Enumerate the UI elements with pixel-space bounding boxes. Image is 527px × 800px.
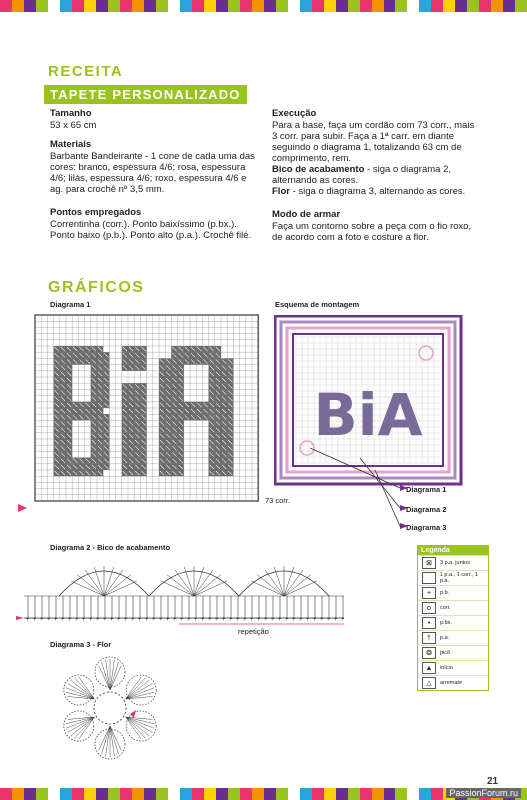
assembly-scheme-title: Esquema de montagem xyxy=(275,300,360,309)
legend-row xyxy=(418,555,488,570)
plus-mark: + xyxy=(229,617,233,623)
diagram3-title: Diagrama 3 - Flor xyxy=(50,640,112,649)
band-block xyxy=(156,0,168,12)
callout-diagram1: Diagrama 1 xyxy=(406,485,447,494)
recipe-title: TAPETE PERSONALIZADO xyxy=(44,85,247,104)
plus-mark: + xyxy=(159,617,163,623)
legend-title: Legenda xyxy=(418,546,488,555)
band-block xyxy=(24,0,36,12)
diagram1-title: Diagrama 1 xyxy=(50,300,91,309)
band-block xyxy=(228,788,240,800)
band-block xyxy=(372,0,384,12)
plus-mark: + xyxy=(103,617,107,623)
legend-label: 3 p.a. juntos xyxy=(440,560,470,566)
band-block xyxy=(252,0,264,12)
legend-row xyxy=(418,645,488,660)
petal-stitch xyxy=(126,678,146,699)
plus-mark: + xyxy=(243,617,247,623)
start-arrow-icon xyxy=(16,616,24,620)
band-block xyxy=(48,0,60,12)
petal-stitch xyxy=(74,678,94,699)
plus-mark: + xyxy=(236,617,240,623)
band-block xyxy=(120,0,132,12)
scheme-letters: BiA xyxy=(313,381,423,449)
size-value: 53 x 65 cm xyxy=(50,120,97,131)
band-block xyxy=(216,0,228,12)
legend-label: início xyxy=(440,665,453,671)
petal-stitch xyxy=(74,717,94,738)
band-block xyxy=(503,0,515,12)
band-block xyxy=(300,0,312,12)
assembly-text: Faça um contorno sobre a peça com o fio roxo, de acordo com a foto e costure a flor. xyxy=(272,221,472,243)
plus-mark: + xyxy=(264,617,268,623)
band-block xyxy=(419,0,431,12)
petal-stitch xyxy=(102,662,110,690)
callout-diagram2: Diagrama 2 xyxy=(406,505,447,514)
band-block xyxy=(384,0,396,12)
flower-text: - siga o diagrama 3, alternando as cores. xyxy=(289,186,466,197)
band-block xyxy=(336,788,348,800)
band-block xyxy=(288,788,300,800)
stitches-heading: Pontos empregados xyxy=(50,207,142,218)
left-column xyxy=(50,100,258,241)
plus-mark: + xyxy=(40,617,44,623)
band-block xyxy=(192,0,204,12)
legend-row xyxy=(418,600,488,615)
band-block xyxy=(36,0,48,12)
legend-label: p.b. xyxy=(440,590,450,596)
band-block xyxy=(372,788,384,800)
band-block xyxy=(384,788,396,800)
plus-mark: + xyxy=(257,617,261,623)
band-block xyxy=(336,0,348,12)
start-arrow-icon xyxy=(18,504,27,512)
band-block xyxy=(108,788,120,800)
legend-row xyxy=(418,675,488,690)
callout-diagram3: Diagrama 3 xyxy=(406,523,447,532)
band-block xyxy=(12,0,24,12)
band-block xyxy=(24,788,36,800)
legend-symbol-icon: ▲ xyxy=(422,662,436,674)
plus-mark: + xyxy=(54,617,58,623)
diagram1-chain-note: 73 corr. xyxy=(265,496,291,505)
band-block xyxy=(36,788,48,800)
band-block xyxy=(180,788,192,800)
plus-mark: + xyxy=(292,617,296,623)
legend-symbol-icon: o xyxy=(422,602,436,614)
band-block xyxy=(108,0,120,12)
band-block xyxy=(168,788,180,800)
legend-label: 1 p.a., 1 corr., 1 p.a. xyxy=(439,572,479,584)
site-watermark: PassionForum.ru xyxy=(446,788,521,798)
plus-mark: + xyxy=(47,617,51,623)
plus-mark: + xyxy=(26,617,30,623)
band-block xyxy=(479,0,491,12)
legend-label: p.a. xyxy=(440,635,450,641)
plus-mark: + xyxy=(208,617,212,623)
plus-mark: + xyxy=(201,617,205,623)
plus-mark: + xyxy=(194,617,198,623)
plus-mark: + xyxy=(124,617,128,623)
band-block xyxy=(180,0,192,12)
band-block xyxy=(431,788,443,800)
plus-mark: + xyxy=(33,617,37,623)
band-block xyxy=(407,0,419,12)
petal-stitch xyxy=(110,726,118,754)
legend-row xyxy=(418,630,488,645)
band-block xyxy=(348,0,360,12)
plus-mark: + xyxy=(75,617,79,623)
page-number: 21 xyxy=(487,776,499,787)
plus-mark: + xyxy=(271,617,275,623)
band-block xyxy=(312,788,324,800)
band-block xyxy=(288,0,300,12)
plus-mark: + xyxy=(341,617,345,623)
band-block xyxy=(96,788,108,800)
diagram3-flower-chart xyxy=(55,650,165,762)
edging-heading: Bico de acabamento xyxy=(272,164,365,175)
plus-mark: + xyxy=(82,617,86,623)
edging-text: - siga o diagrama 2, alternando as cores. xyxy=(272,164,451,186)
band-block xyxy=(204,788,216,800)
plus-mark: + xyxy=(222,617,226,623)
plus-mark: + xyxy=(187,617,191,623)
band-block xyxy=(0,0,12,12)
band-block xyxy=(168,0,180,12)
plus-mark: + xyxy=(131,617,135,623)
band-block xyxy=(144,0,156,12)
band-block xyxy=(204,0,216,12)
legend-symbol-icon: ❂ xyxy=(422,647,436,659)
band-block xyxy=(395,0,407,12)
diagram2-title: Diagrama 2 - Bico de acabamento xyxy=(50,543,171,552)
band-block xyxy=(240,0,252,12)
flower-heading: Flor xyxy=(272,186,290,197)
band-block xyxy=(240,788,252,800)
band-block xyxy=(395,788,407,800)
band-block xyxy=(84,788,96,800)
petal-stitch xyxy=(126,717,146,738)
assembly-heading: Modo de armar xyxy=(272,209,341,220)
band-block xyxy=(120,788,132,800)
materials-text: Barbante Bandeirante - 1 cone de cada uma das cores: branco, espessura 4/6; rosa, espessura 4/6; lilás, espessura 4/6; roxo, espessura 4/6 e ag. para crochê nº 3,5 mm. xyxy=(50,151,255,195)
callout-lines xyxy=(300,440,410,535)
plus-mark: + xyxy=(334,617,338,623)
band-block xyxy=(216,788,228,800)
band-block xyxy=(455,0,467,12)
legend-symbol-icon: † xyxy=(422,632,436,644)
plus-mark: + xyxy=(89,617,93,623)
plus-mark: + xyxy=(117,617,121,623)
charts-heading: GRÁFICOS xyxy=(48,279,145,296)
plus-mark: + xyxy=(278,617,282,623)
legend-row xyxy=(418,585,488,600)
band-block xyxy=(348,788,360,800)
band-block xyxy=(360,0,372,12)
band-block xyxy=(324,788,336,800)
plus-mark: + xyxy=(152,617,156,623)
band-block xyxy=(144,788,156,800)
band-block xyxy=(12,788,24,800)
legend-symbol-icon: + xyxy=(422,587,436,599)
legend-row xyxy=(418,615,488,630)
band-block xyxy=(276,788,288,800)
plus-mark: + xyxy=(306,617,310,623)
petal-stitch xyxy=(102,726,110,754)
band-block xyxy=(0,788,12,800)
band-block xyxy=(312,0,324,12)
materials-heading: Materiais xyxy=(50,139,92,150)
legend-symbol-icon: △ xyxy=(422,677,436,689)
diagram2-edging-chart xyxy=(14,556,354,626)
legend-row xyxy=(418,570,488,585)
diagram1-filet-chart xyxy=(33,313,261,513)
plus-mark: + xyxy=(250,617,254,623)
plus-mark: + xyxy=(299,617,303,623)
execution-text: Para a base, faça um cordão com 73 corr., mais 3 corr. para subir. Faça a 1ª carr. em diante seguindo o diagrama 1, totalizando 63 cm de comprimento, rem. xyxy=(272,120,475,164)
plus-mark: + xyxy=(327,617,331,623)
plus-mark: + xyxy=(110,617,114,623)
legend-label: corr. xyxy=(440,605,451,611)
top-color-band xyxy=(0,0,527,12)
band-block xyxy=(132,788,144,800)
flower-center-ring xyxy=(94,692,126,724)
legend-label: arremate xyxy=(440,680,463,686)
band-block xyxy=(467,0,479,12)
repeat-label: repetição xyxy=(238,627,269,636)
plus-mark: + xyxy=(138,617,142,623)
stitches-text: Correntinha (corr.). Ponto baixíssimo (p.bx.). Ponto baixo (p.b.). Ponto alto (p.a.). Crochê filé. xyxy=(50,219,252,241)
plus-mark: + xyxy=(145,617,149,623)
legend-symbol-icon xyxy=(422,572,436,584)
band-block xyxy=(156,788,168,800)
legend-symbol-icon: ⊠ xyxy=(422,557,436,569)
plus-mark: + xyxy=(285,617,289,623)
plus-mark: + xyxy=(61,617,65,623)
plus-mark: + xyxy=(173,617,177,623)
band-block xyxy=(491,0,503,12)
right-column xyxy=(272,100,479,243)
band-block xyxy=(431,0,443,12)
band-block xyxy=(60,0,72,12)
recipe-label: RECEITA xyxy=(48,63,124,80)
band-block xyxy=(515,0,527,12)
band-block xyxy=(48,788,60,800)
band-block xyxy=(419,788,431,800)
band-block xyxy=(228,0,240,12)
band-block xyxy=(192,788,204,800)
band-block xyxy=(60,788,72,800)
band-block xyxy=(360,788,372,800)
plus-mark: + xyxy=(166,617,170,623)
legend-label: p.bx. xyxy=(440,620,452,626)
plus-mark: + xyxy=(313,617,317,623)
band-block xyxy=(96,0,108,12)
legend xyxy=(417,545,489,691)
band-block xyxy=(264,0,276,12)
band-block xyxy=(324,0,336,12)
plus-mark: + xyxy=(180,617,184,623)
plus-mark: + xyxy=(68,617,72,623)
band-block xyxy=(407,788,419,800)
band-block xyxy=(252,788,264,800)
legend-label: picô xyxy=(440,650,451,656)
legend-row xyxy=(418,660,488,675)
petal-stitch xyxy=(110,662,118,690)
band-block xyxy=(72,788,84,800)
plus-mark: + xyxy=(215,617,219,623)
band-block xyxy=(443,0,455,12)
band-block xyxy=(276,0,288,12)
band-block xyxy=(264,788,276,800)
start-arrow-icon xyxy=(130,710,136,718)
band-block xyxy=(300,788,312,800)
plus-mark: + xyxy=(320,617,324,623)
legend-symbol-icon: • xyxy=(422,617,436,629)
band-block xyxy=(132,0,144,12)
band-block xyxy=(84,0,96,12)
execution-heading: Execução xyxy=(272,108,317,119)
size-heading: Tamanho xyxy=(50,108,92,119)
band-block xyxy=(72,0,84,12)
plus-mark: + xyxy=(96,617,100,623)
